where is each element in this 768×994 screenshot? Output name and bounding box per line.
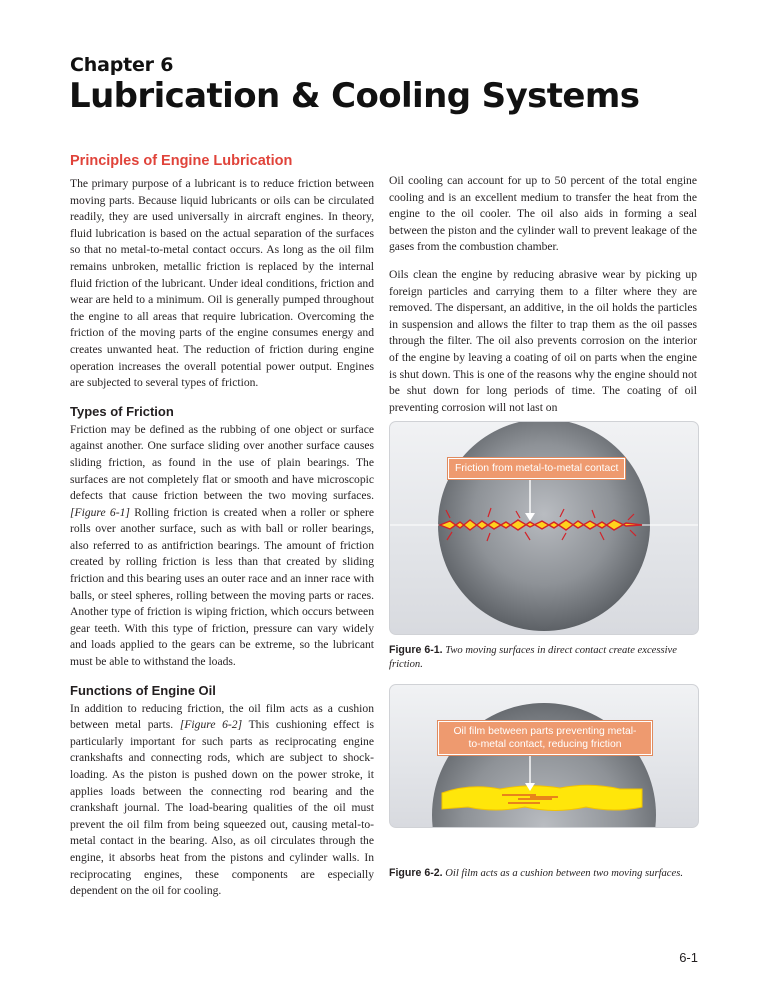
paragraph-oil-cooling: Oil cooling can account for up to 50 percent of the total engine cooling and is an excellent medium to transfer the heat from the engine to the oil cooler. The oil also aids in forming a seal between the piston and the cylinder wall to prevent leakage of the gases from the combustion chamber. [389, 174, 697, 254]
heading-principles: Principles of Engine Lubrication [70, 153, 293, 169]
paragraph-types-of-friction [70, 422, 374, 671]
heading-types-of-friction: Types of Friction [70, 403, 174, 419]
paragraph-text: Rolling friction is created when a roller or sphere rolls over another surface, such as with ball or roller bearings, also referred to as antifriction bearings. The amount of friction created by rolling friction is less than that created by sliding friction and this bearing uses an outer race and an inner race with balls, or steel spheres, rolling between the moving parts or races. Another type of friction is wiping friction, which occurs between gear teeth. With this type of friction, pressure can vary widely and loads applied to the gears can be extreme, so the lubricant must be able to withstand the loads. [70, 505, 374, 669]
caption-label: Figure 6-2. [389, 867, 443, 879]
figure-6-2-caption [389, 866, 699, 881]
page-number: 6-1 [679, 950, 698, 965]
heading-functions-of-oil: Functions of Engine Oil [70, 682, 216, 698]
figure-6-1-caption [389, 643, 699, 672]
figure-6-2 [389, 684, 699, 828]
oil-film-icon [442, 785, 642, 810]
right-column [389, 173, 697, 427]
callout-line: Oil film between parts preventing metal- [453, 726, 637, 737]
figure-reference: [Figure 6-1] [70, 505, 130, 519]
figure-reference: [Figure 6-2] [179, 718, 243, 732]
caption-text: Oil film acts as a cushion between two moving surfaces. [445, 868, 683, 879]
paragraph-principles: The primary purpose of a lubricant is to reduce friction between moving parts. Because liquid lubricants or oils can be circulated readily, they are used universally in aircraft engines. In theory, fluid lubrication is based on the actual separation of the surfaces so that no metal-to-metal contact occurs. As long as the oil film remains unbroken, metallic friction is replaced by the internal fluid friction of the lubricant. Under ideal conditions, friction and wear are held to a minimum. Oil is generally pumped throughout the engine to all areas that require lubrication. Overcoming the friction of the moving parts of the engine consumes energy and creates unwanted heat. The reduction of friction during engine operation increases the overall potential power output. Engines are subjected to several types of friction. [70, 177, 374, 390]
figure-6-1-illustration [390, 422, 698, 634]
chapter-title: Lubrication & Cooling Systems [69, 76, 640, 116]
left-column [70, 152, 374, 911]
paragraph-text: This cushioning effect is particularly important for such parts as reciprocating engine crankshafts and connecting rods, which are subject to shock-loading. As the piston is pushed down on the power stroke, it applies loads between the connecting rod bearing and the crankshaft journal. The load-bearing qualities of the oil must prevent the oil film from being squeezed out, causing metal-to-metal contact in the bearing. Also, as oil circulates through the engine, it absorbs heat from the pistons and cylinder walls. In reciprocating engines, these components are especially dependent on the oil for cooling. [70, 718, 374, 898]
friction-zone-icon [440, 520, 642, 530]
chapter-label: Chapter 6 [70, 54, 174, 76]
paragraph-functions-of-oil [70, 701, 374, 900]
figure-6-2-illustration [390, 685, 698, 827]
figure-6-1-callout: Friction from metal-to-metal contact [448, 458, 625, 479]
figure-6-2-callout [438, 721, 652, 755]
caption-label: Figure 6-1. [389, 644, 443, 656]
callout-line: to-metal contact, reducing friction [468, 739, 622, 750]
paragraph-oil-cleaning: Oils clean the engine by reducing abrasive wear by picking up foreign particles and carrying them to a filter where they are removed. The dispersant, an additive, in the oil holds the particles in suspension and allows the filter to trap them as the oil passes through the filter. The oil also prevents corrosion on the interior of the engine by leaving a coating of oil on parts when the engine is shut down. This is one of the reasons why the engine should not be shut down for long periods of time. The coating of oil preventing corrosion will not last on [389, 267, 697, 414]
paragraph-text: In addition to reducing friction, the oil film acts as a cushion between metal parts. [70, 701, 374, 732]
caption-text: Two moving surfaces in direct contact create excessive friction. [389, 645, 677, 670]
figure-6-1 [389, 421, 699, 635]
paragraph-text: Friction may be defined as the rubbing of one object or surface against another. One surface sliding over another surface causes sliding friction, as found in the use of plain bearings. The surfaces are not completely flat or smooth and have microscopic defects that cause friction between the two moving surfaces. [70, 422, 374, 503]
